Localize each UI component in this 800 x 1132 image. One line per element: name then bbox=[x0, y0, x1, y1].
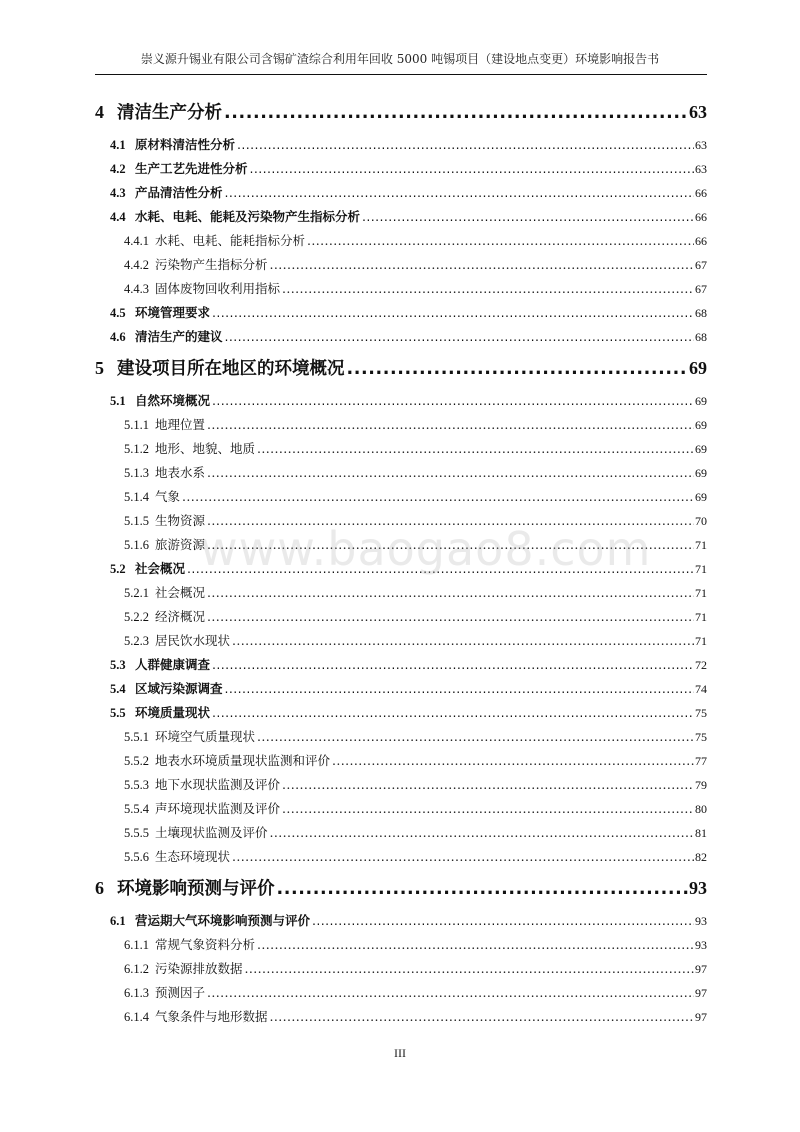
toc-leader-dots bbox=[232, 849, 694, 864]
toc-entry[interactable] bbox=[110, 303, 707, 321]
toc-leader-dots bbox=[212, 393, 694, 408]
toc-entry-number: 5.5.3 bbox=[124, 778, 149, 792]
toc-entry-page: 67 bbox=[695, 258, 707, 272]
toc-entry-number: 4.3 bbox=[110, 186, 126, 200]
toc-entry-number: 5.1.5 bbox=[124, 514, 149, 528]
toc-entry-title: 污染物产生指标分析 bbox=[155, 257, 268, 272]
page-number: III bbox=[394, 1046, 406, 1060]
toc-entry-number: 4.4.3 bbox=[124, 282, 149, 296]
toc-entry[interactable] bbox=[124, 231, 707, 249]
toc-entry-page: 71 bbox=[695, 610, 707, 624]
toc-entry-number: 4.4.1 bbox=[124, 234, 149, 248]
toc-entry[interactable] bbox=[124, 535, 707, 553]
toc-leader-dots bbox=[245, 961, 694, 976]
toc-leader-dots bbox=[187, 561, 694, 576]
toc-entry-page: 74 bbox=[695, 682, 707, 696]
toc-entry-number: 4.1 bbox=[110, 138, 126, 152]
toc-entry-number: 5.5.5 bbox=[124, 826, 149, 840]
toc-entry-title: 旅游资源 bbox=[155, 537, 206, 552]
toc-entry-title: 常规气象资料分析 bbox=[155, 937, 256, 952]
toc-entry-title: 预测因子 bbox=[155, 985, 206, 1000]
toc-entry-number: 5.4 bbox=[110, 682, 126, 696]
toc-leader-dots bbox=[250, 161, 694, 176]
toc-entry-number: 6.1.1 bbox=[124, 938, 149, 952]
toc-entry-number: 4.5 bbox=[110, 306, 126, 320]
toc-entry[interactable] bbox=[124, 775, 707, 793]
toc-leader-dots bbox=[207, 513, 694, 528]
toc-entry-page: 69 bbox=[689, 358, 707, 378]
watermark: www.baogao8.com bbox=[200, 522, 652, 576]
toc-entry-number: 5.3 bbox=[110, 658, 126, 672]
toc-entry[interactable] bbox=[124, 983, 707, 1001]
toc-leader-dots bbox=[212, 705, 694, 720]
toc-leader-dots bbox=[257, 729, 694, 744]
toc-leader-dots bbox=[182, 489, 694, 504]
toc-entry-number: 5.1 bbox=[110, 394, 126, 408]
toc-entry-title: 建设项目所在地区的环境概况 bbox=[117, 359, 345, 379]
toc-entry-title: 社会概况 bbox=[155, 585, 206, 600]
toc-entry[interactable] bbox=[124, 959, 707, 977]
toc-entry-title: 地下水现状监测及评价 bbox=[155, 777, 281, 792]
toc-entry[interactable] bbox=[124, 631, 707, 649]
toc-entry-title: 声环境现状监测及评价 bbox=[155, 801, 281, 816]
toc-entry[interactable] bbox=[110, 207, 707, 225]
toc-entry-title: 土壤现状监测及评价 bbox=[155, 825, 268, 840]
toc-entry[interactable] bbox=[124, 511, 707, 529]
toc-entry-title: 气象 bbox=[155, 489, 181, 504]
toc-leader-dots bbox=[232, 633, 694, 648]
toc-entry-page: 69 bbox=[695, 490, 707, 504]
toc-leader-dots bbox=[270, 257, 694, 272]
toc-entry-page: 69 bbox=[695, 466, 707, 480]
toc-entry-number: 5.1.1 bbox=[124, 418, 149, 432]
toc-leader-dots bbox=[207, 417, 694, 432]
toc-entry-page: 93 bbox=[695, 914, 707, 928]
toc-entry[interactable] bbox=[124, 1007, 707, 1025]
toc-entry[interactable] bbox=[110, 327, 707, 345]
toc-entry-title: 环境质量现状 bbox=[135, 705, 211, 720]
toc-leader-dots bbox=[225, 329, 694, 344]
toc-entry-title: 产品清洁性分析 bbox=[135, 185, 223, 200]
toc-entry-title: 区域污染源调查 bbox=[135, 681, 223, 696]
toc-leader-dots bbox=[282, 777, 694, 792]
toc-entry[interactable] bbox=[110, 703, 707, 721]
toc-entry-title: 地形、地貌、地质 bbox=[155, 441, 256, 456]
toc-leader-dots bbox=[277, 879, 689, 899]
toc-entry-title: 生物资源 bbox=[155, 513, 206, 528]
toc-entry-number: 6.1.3 bbox=[124, 986, 149, 1000]
toc-entry-title: 地理位置 bbox=[155, 417, 206, 432]
toc-leader-dots bbox=[207, 537, 694, 552]
toc-entry-page: 63 bbox=[695, 162, 707, 176]
toc-entry-title: 水耗、电耗、能耗及污染物产生指标分析 bbox=[135, 209, 361, 224]
toc-entry-page: 81 bbox=[695, 826, 707, 840]
toc-entry-number: 5.1.2 bbox=[124, 442, 149, 456]
toc-entry[interactable] bbox=[124, 279, 707, 297]
toc-entry-page: 79 bbox=[695, 778, 707, 792]
toc-entry-number: 5 bbox=[95, 358, 104, 378]
toc-entry[interactable] bbox=[124, 727, 707, 745]
toc-leader-dots bbox=[212, 657, 694, 672]
toc-entry[interactable] bbox=[110, 655, 707, 673]
toc-leader-dots bbox=[225, 681, 694, 696]
toc-entry-page: 69 bbox=[695, 394, 707, 408]
toc-entry[interactable] bbox=[110, 911, 707, 929]
toc-entry-number: 5.2.1 bbox=[124, 586, 149, 600]
toc-entry-page: 66 bbox=[695, 186, 707, 200]
toc-entry-page: 67 bbox=[695, 282, 707, 296]
toc-entry-page: 63 bbox=[689, 102, 707, 122]
toc-entry-page: 66 bbox=[695, 210, 707, 224]
toc-entry-title: 原材料清洁性分析 bbox=[135, 137, 236, 152]
toc-entry-title: 污染源排放数据 bbox=[155, 961, 243, 976]
toc-entry-title: 社会概况 bbox=[135, 561, 186, 576]
toc-leader-dots bbox=[257, 937, 694, 952]
toc-entry-number: 5.5.2 bbox=[124, 754, 149, 768]
toc-leader-dots bbox=[207, 609, 694, 624]
toc-leader-dots bbox=[270, 825, 694, 840]
toc-entry-title: 人群健康调查 bbox=[135, 657, 211, 672]
toc-entry[interactable] bbox=[124, 607, 707, 625]
toc-entry-number: 5.2 bbox=[110, 562, 126, 576]
toc-entry-page: 68 bbox=[695, 330, 707, 344]
toc-entry-title: 生态环境现状 bbox=[155, 849, 231, 864]
toc-leader-dots bbox=[237, 137, 694, 152]
toc-entry-title: 水耗、电耗、能耗指标分析 bbox=[155, 233, 306, 248]
toc-entry[interactable] bbox=[124, 439, 707, 457]
toc-entry[interactable] bbox=[110, 183, 707, 201]
toc-entry-title: 地表水系 bbox=[155, 465, 206, 480]
toc-entry-title: 清洁生产分析 bbox=[117, 103, 222, 123]
toc-leader-dots bbox=[225, 185, 694, 200]
toc-leader-dots bbox=[362, 209, 694, 224]
toc-entry-number: 4.6 bbox=[110, 330, 126, 344]
toc-entry[interactable] bbox=[110, 391, 707, 409]
toc-entry-title: 环境空气质量现状 bbox=[155, 729, 256, 744]
toc-entry-page: 69 bbox=[695, 418, 707, 432]
toc-entry-title: 气象条件与地形数据 bbox=[155, 1009, 268, 1024]
toc-entry-number: 6 bbox=[95, 878, 104, 898]
toc-entry-page: 93 bbox=[695, 938, 707, 952]
toc-entry[interactable] bbox=[124, 823, 707, 841]
running-header: 崇义源升锡业有限公司含锡矿渣综合利用年回收 5000 吨锡项目（建设地点变更）环境影响报告书 bbox=[140, 52, 660, 66]
toc-entry-page: 71 bbox=[695, 562, 707, 576]
toc-entry-page: 70 bbox=[695, 514, 707, 528]
toc-leader-dots bbox=[207, 465, 694, 480]
toc-leader-dots bbox=[307, 233, 694, 248]
toc-leader-dots bbox=[257, 441, 694, 456]
toc-entry-title: 环境管理要求 bbox=[135, 305, 211, 320]
toc-entry-number: 5.1.4 bbox=[124, 490, 149, 504]
toc-entry-number: 4.4 bbox=[110, 210, 126, 224]
toc-entry-page: 82 bbox=[695, 850, 707, 864]
toc-entry[interactable] bbox=[110, 679, 707, 697]
toc-leader-dots bbox=[282, 281, 694, 296]
toc-entry[interactable] bbox=[124, 415, 707, 433]
toc-entry[interactable] bbox=[110, 559, 707, 577]
toc-entry-page: 68 bbox=[695, 306, 707, 320]
toc-entry-page: 97 bbox=[695, 986, 707, 1000]
toc-entry-number: 6.1.4 bbox=[124, 1010, 149, 1024]
toc-entry-number: 5.1.6 bbox=[124, 538, 149, 552]
toc-entry[interactable] bbox=[124, 487, 707, 505]
toc-entry-page: 77 bbox=[695, 754, 707, 768]
toc-entry-page: 97 bbox=[695, 1010, 707, 1024]
toc-entry-page: 72 bbox=[695, 658, 707, 672]
toc-entry-number: 5.5.1 bbox=[124, 730, 149, 744]
toc-entry-number: 5.1.3 bbox=[124, 466, 149, 480]
header-rule bbox=[95, 74, 707, 75]
toc-leader-dots bbox=[224, 103, 688, 123]
toc-entry-page: 93 bbox=[689, 878, 707, 898]
toc-entry[interactable] bbox=[95, 99, 707, 124]
toc-entry-number: 6.1 bbox=[110, 914, 126, 928]
toc-entry-title: 地表水环境质量现状监测和评价 bbox=[155, 753, 331, 768]
toc-entry-number: 5.2.3 bbox=[124, 634, 149, 648]
toc-entry-page: 66 bbox=[695, 234, 707, 248]
toc-entry-page: 71 bbox=[695, 634, 707, 648]
toc-entry[interactable] bbox=[124, 751, 707, 769]
toc-leader-dots bbox=[207, 985, 694, 1000]
toc-entry-page: 63 bbox=[695, 138, 707, 152]
toc-leader-dots bbox=[212, 305, 694, 320]
toc-entry-title: 营运期大气环境影响预测与评价 bbox=[135, 913, 311, 928]
toc-entry-number: 5.5.4 bbox=[124, 802, 149, 816]
toc-entry-page: 80 bbox=[695, 802, 707, 816]
toc-entry[interactable] bbox=[124, 255, 707, 273]
toc-entry-title: 经济概况 bbox=[155, 609, 206, 624]
toc-entry-number: 5.2.2 bbox=[124, 610, 149, 624]
toc-entry-title: 固体废物回收利用指标 bbox=[155, 281, 281, 296]
toc-entry[interactable] bbox=[110, 159, 707, 177]
toc-entry-number: 5.5.6 bbox=[124, 850, 149, 864]
toc-entry[interactable] bbox=[124, 935, 707, 953]
toc-entry[interactable] bbox=[124, 463, 707, 481]
toc-entry[interactable] bbox=[95, 875, 707, 900]
toc-entry-page: 71 bbox=[695, 538, 707, 552]
toc-entry-number: 5.5 bbox=[110, 706, 126, 720]
toc-entry-number: 4.2 bbox=[110, 162, 126, 176]
toc-leader-dots bbox=[332, 753, 694, 768]
toc-entry[interactable] bbox=[124, 583, 707, 601]
toc-entry-title: 清洁生产的建议 bbox=[135, 329, 223, 344]
toc-leader-dots bbox=[270, 1009, 694, 1024]
toc-leader-dots bbox=[347, 359, 689, 379]
toc-entry-title: 居民饮水现状 bbox=[155, 633, 231, 648]
toc-leader-dots bbox=[312, 913, 694, 928]
toc-entry-page: 97 bbox=[695, 962, 707, 976]
toc-entry[interactable] bbox=[124, 847, 707, 865]
toc-entry-number: 4.4.2 bbox=[124, 258, 149, 272]
toc-entry-page: 71 bbox=[695, 586, 707, 600]
toc-entry-title: 生产工艺先进性分析 bbox=[135, 161, 248, 176]
toc-entry-title: 自然环境概况 bbox=[135, 393, 211, 408]
toc-entry-page: 69 bbox=[695, 442, 707, 456]
toc-entry-title: 环境影响预测与评价 bbox=[117, 879, 275, 899]
toc-entry-page: 75 bbox=[695, 730, 707, 744]
toc-entry[interactable] bbox=[124, 799, 707, 817]
toc-entry-number: 6.1.2 bbox=[124, 962, 149, 976]
toc-entry-page: 75 bbox=[695, 706, 707, 720]
toc-leader-dots bbox=[207, 585, 694, 600]
toc-entry-number: 4 bbox=[95, 102, 104, 122]
toc-entry[interactable] bbox=[110, 135, 707, 153]
toc-entry[interactable] bbox=[95, 355, 707, 380]
toc-leader-dots bbox=[282, 801, 694, 816]
